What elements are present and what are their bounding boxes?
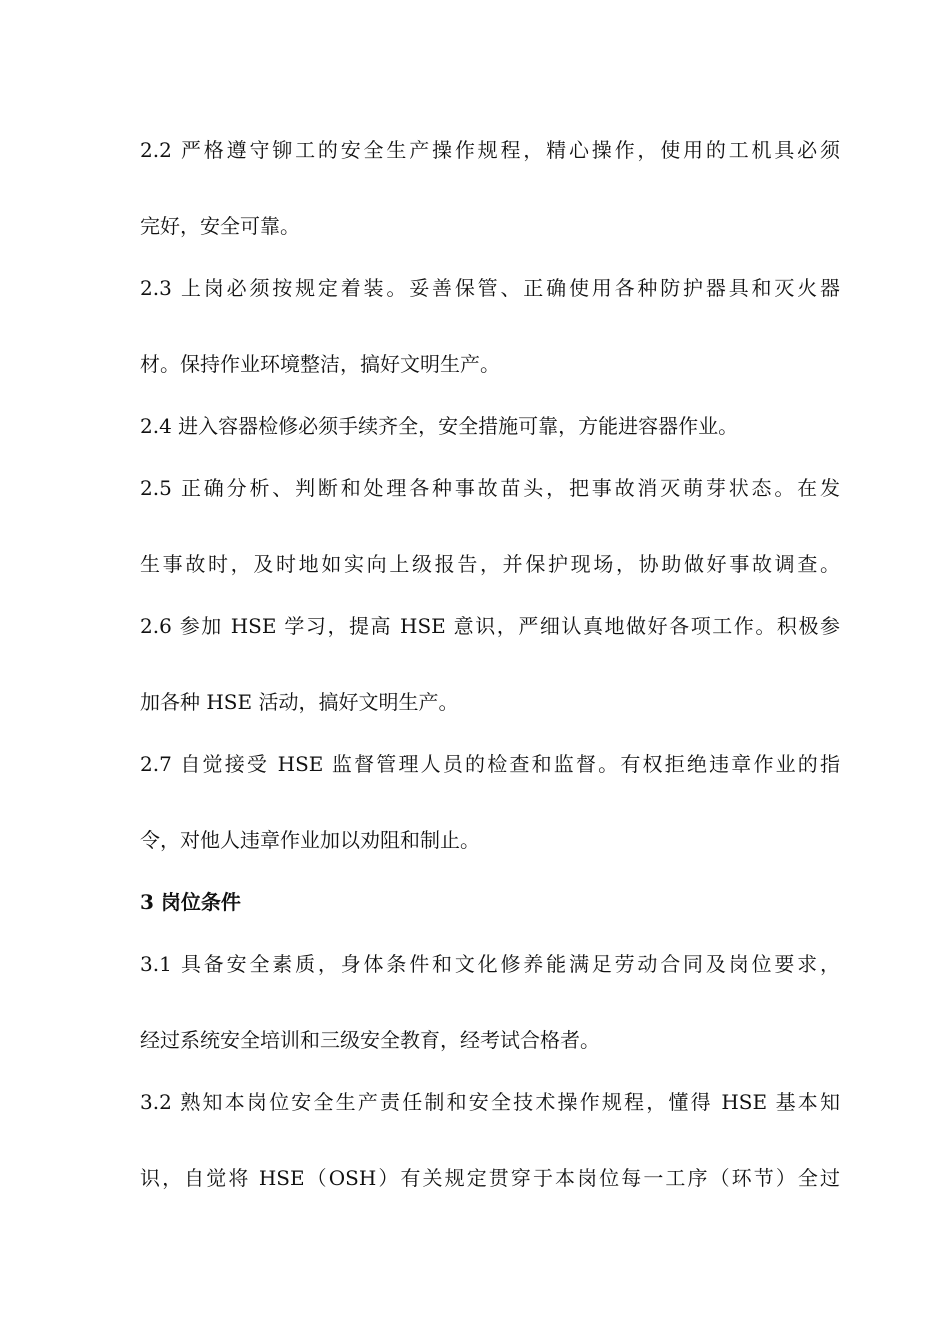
text-line-2-6-b: 加各种 HSE 活动，搞好文明生产。	[140, 690, 459, 714]
text-line-2-6-a: 2.6 参加 HSE 学习，提高 HSE 意识，严细认真地做好各项工作。积极参	[140, 614, 840, 638]
text-line-2-3-b: 材。保持作业环境整洁，搞好文明生产。	[140, 352, 500, 376]
text-line-2-5-a: 2.5 正确分析、判断和处理各种事故苗头，把事故消灭萌芽状态。在发	[140, 476, 840, 500]
text-line-3-1-a: 3.1 具备安全素质，身体条件和文化修养能满足劳动合同及岗位要求，	[140, 952, 840, 976]
text-line-3-2-a: 3.2 熟知本岗位安全生产责任制和安全技术操作规程，懂得 HSE 基本知	[140, 1090, 840, 1114]
text-line-2-7-b: 令，对他人违章作业加以劝阻和制止。	[140, 828, 480, 852]
text-line-2-7-a: 2.7 自觉接受 HSE 监督管理人员的检查和监督。有权拒绝违章作业的指	[140, 752, 840, 776]
text-line-3-1-b: 经过系统安全培训和三级安全教育，经考试合格者。	[140, 1028, 600, 1052]
text-line-2-4: 2.4 进入容器检修必须手续齐全，安全措施可靠，方能进容器作业。	[140, 414, 739, 438]
text-line-2-3-a: 2.3 上岗必须按规定着装。妥善保管、正确使用各种防护器具和灭火器	[140, 276, 840, 300]
text-line-2-2-b: 完好，安全可靠。	[140, 214, 300, 238]
text-line-3-2-b: 识，自觉将 HSE（OSH）有关规定贯穿于本岗位每一工序（环节）全过	[140, 1166, 840, 1190]
text-line-2-5-b: 生事故时，及时地如实向上级报告，并保护现场，协助做好事故调查。	[140, 552, 840, 576]
text-line-2-2-a: 2.2 严格遵守铆工的安全生产操作规程，精心操作，使用的工机具必须	[140, 138, 840, 162]
section-heading-3: 3 岗位条件	[140, 890, 241, 914]
